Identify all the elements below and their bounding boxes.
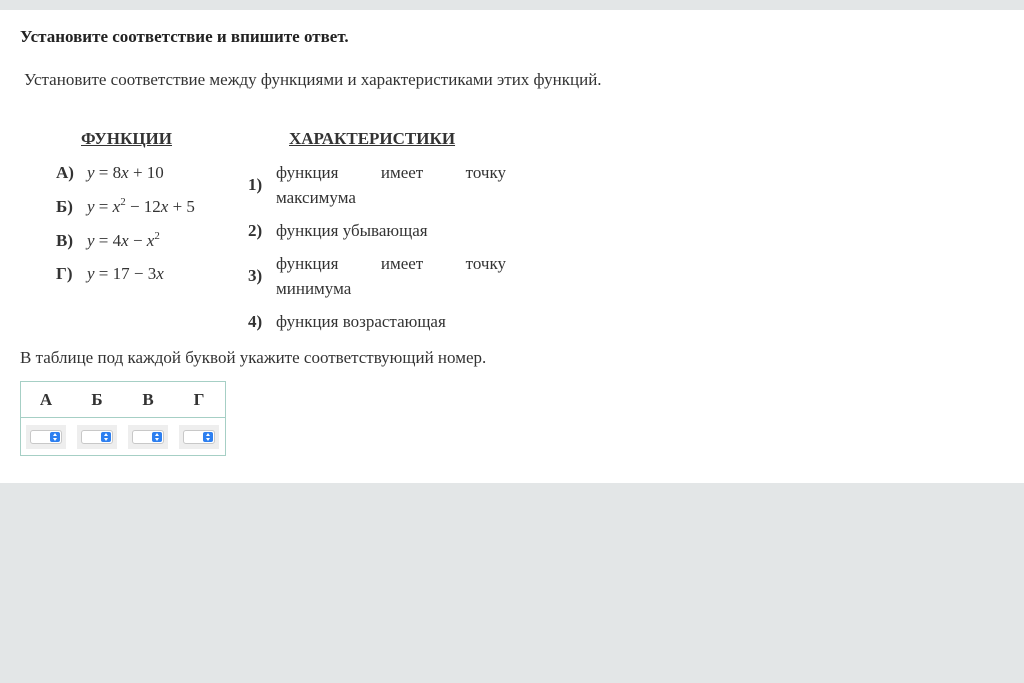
answer-header-a: А (39, 390, 53, 409)
answer-table (20, 381, 226, 456)
function-formula: $y = 4x - x^2$ (87, 230, 160, 250)
characteristic-number: 1) (248, 175, 263, 194)
answer-header-v: В (142, 390, 154, 409)
answer-cell-v (128, 425, 168, 449)
answer-table-header (21, 382, 225, 418)
characteristic-item-2: функция убывающая (276, 221, 428, 240)
answer-select-b[interactable] (81, 430, 113, 444)
characteristic-number: 3) (248, 266, 263, 285)
answer-hint: В таблице под каждой буквой укажите соответствующий номер. (20, 348, 487, 367)
answer-select-v[interactable] (132, 430, 164, 444)
characteristic-number: 2) (248, 221, 263, 240)
characteristic-word: функция (276, 254, 339, 273)
characteristic-word: минимума (276, 279, 352, 298)
task-card (0, 10, 1024, 483)
function-formula: $y = x^2 - 12x + 5$ (87, 196, 195, 216)
characteristic-number: 4) (248, 312, 263, 331)
characteristic-item-3 (276, 251, 506, 301)
answer-cell-a (26, 425, 66, 449)
select-arrows-icon (152, 432, 162, 442)
characteristic-item-4: функция возрастающая (276, 312, 446, 331)
function-formula: y = 17 − 3x (87, 264, 164, 283)
function-letter: В) (56, 231, 73, 250)
select-arrows-icon (50, 432, 60, 442)
characteristics-header: ХАРАКТЕРИСТИКИ (289, 129, 456, 148)
select-arrows-icon (203, 432, 213, 442)
answer-select-a[interactable] (30, 430, 62, 444)
characteristic-word: имеет (380, 163, 424, 182)
characteristic-word: имеет (380, 254, 424, 273)
answer-header-g: Г (193, 390, 205, 409)
functions-header: ФУНКЦИИ (81, 129, 173, 148)
answer-cell-g (179, 425, 219, 449)
task-question: Установите соответствие между функциями и характеристиками этих функций. (24, 70, 602, 89)
characteristic-word: функция (276, 163, 339, 182)
function-letter: А) (56, 163, 74, 182)
characteristic-word: точку (465, 254, 506, 273)
characteristic-word: точку (465, 163, 506, 182)
function-letter: Б) (56, 197, 73, 216)
characteristic-item-1 (276, 160, 506, 210)
answer-header-b: Б (91, 390, 103, 409)
function-letter: Г) (56, 264, 73, 283)
task-instruction: Установите соответствие и впишите ответ. (20, 27, 349, 46)
answer-select-g[interactable] (183, 430, 215, 444)
characteristic-word: максимума (276, 188, 356, 207)
answer-cell-b (77, 425, 117, 449)
function-formula: y = 8x + 10 (87, 163, 164, 182)
select-arrows-icon (101, 432, 111, 442)
